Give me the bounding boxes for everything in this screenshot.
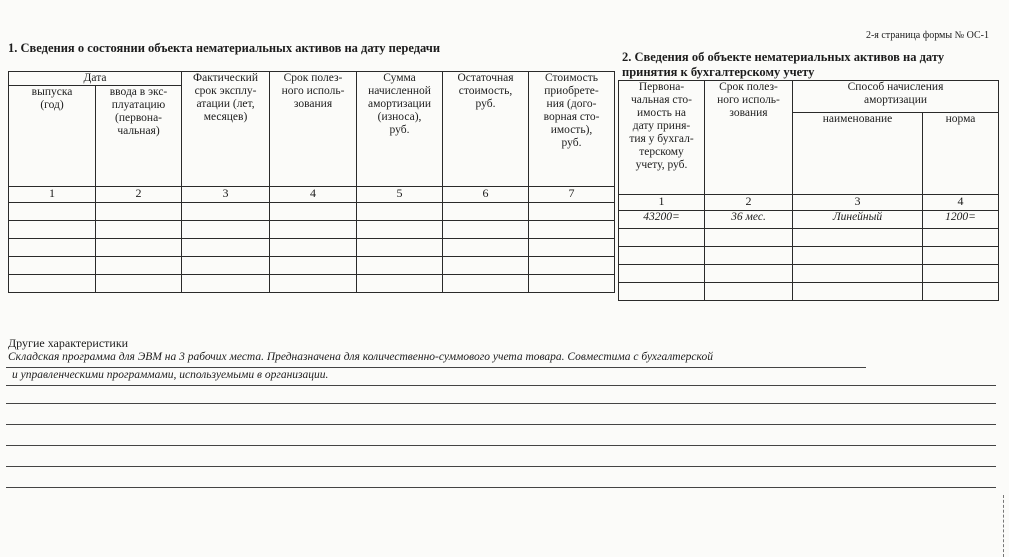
table-row <box>9 239 615 257</box>
divider <box>6 367 866 368</box>
header-amortization: Сумма начисленной амортизации (износа), руб. <box>357 72 443 187</box>
header-method-name: наименование <box>793 113 923 195</box>
col-number: 2 <box>96 187 182 203</box>
divider <box>6 403 996 404</box>
initial-cost-value: 43200= <box>619 211 705 229</box>
col-number: 6 <box>443 187 529 203</box>
table-row <box>9 275 615 293</box>
col-number: 7 <box>529 187 615 203</box>
header-commission-date: ввода в экс- плуатацию (первона- чальная) <box>96 86 182 187</box>
other-line-2: и управленческими программами, используемыми в организации. <box>12 369 329 381</box>
table-row <box>619 265 999 283</box>
table-row <box>619 211 999 229</box>
method-name-value: Линейный <box>793 211 923 229</box>
header-method-rate: норма <box>923 113 999 195</box>
page-label: 2-я страница формы № ОС-1 <box>865 30 989 41</box>
table-row <box>9 257 615 275</box>
col-number: 2 <box>705 195 793 211</box>
section2-table <box>618 80 999 301</box>
header-date: Дата <box>9 72 182 86</box>
table-row <box>619 229 999 247</box>
other-characteristics-label: Другие характеристики <box>8 336 129 350</box>
table-row <box>619 283 999 301</box>
header-release-year: выпуска (год) <box>9 86 96 187</box>
divider <box>6 385 996 386</box>
col-number: 1 <box>619 195 705 211</box>
other-line-1: Складская программа для ЭВМ на 3 рабочих места. Предназначена для количественно-суммового учета товара. Совместима с бухгалтерской <box>8 351 713 363</box>
header-amortization-method: Способ начисления амортизации <box>793 81 999 113</box>
col-number: 4 <box>923 195 999 211</box>
section2-title: 2. Сведения об объекте нематериальных активов на дату принятия к бухгалтерскому учету <box>622 50 945 79</box>
divider <box>6 445 996 446</box>
divider <box>6 487 996 488</box>
header-initial-cost: Первона- чальная сто- имость на дату приня- тия у бухгал- терскому учету, руб. <box>619 81 705 195</box>
col-number: 3 <box>793 195 923 211</box>
table-row <box>619 247 999 265</box>
col-number: 4 <box>270 187 357 203</box>
header-useful-life: Срок полез- ного исполь- зования <box>705 81 793 195</box>
divider <box>6 466 996 467</box>
col-number: 1 <box>9 187 96 203</box>
section1-title: 1. Сведения о состоянии объекта нематериальных активов на дату передачи <box>8 41 441 55</box>
header-useful-life: Срок полез- ного исполь- зования <box>270 72 357 187</box>
col-number: 3 <box>182 187 270 203</box>
divider <box>6 424 996 425</box>
header-acquisition-cost: Стоимость приобрете- ния (дого- ворная сто- имость), руб. <box>529 72 615 187</box>
table-row <box>9 221 615 239</box>
header-actual-term: Фактический срок эксплу- атации (лет, месяцев) <box>182 72 270 187</box>
header-residual-value: Остаточная стоимость, руб. <box>443 72 529 187</box>
table-row <box>9 203 615 221</box>
method-rate-value: 1200= <box>923 211 999 229</box>
section1-table <box>8 71 615 293</box>
useful-life-value: 36 мес. <box>705 211 793 229</box>
col-number: 5 <box>357 187 443 203</box>
cut-line <box>1002 495 1004 557</box>
